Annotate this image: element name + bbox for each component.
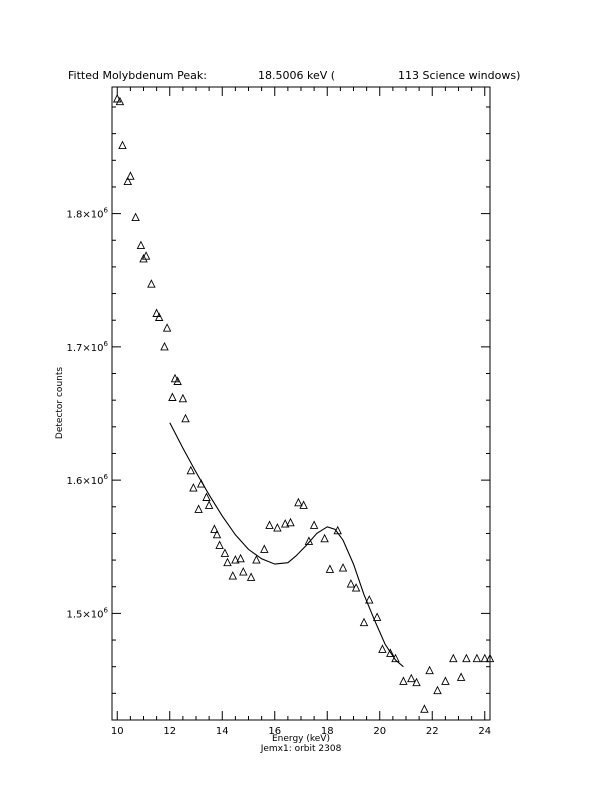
data-point bbox=[221, 549, 228, 556]
chart-title-windows: 113 Science windows) bbox=[398, 69, 521, 82]
data-point bbox=[442, 677, 449, 684]
data-point bbox=[305, 537, 312, 544]
x-tick-label: 10 bbox=[110, 726, 124, 737]
chart-subtitle: Jemx1: orbit 2308 bbox=[260, 744, 342, 754]
x-tick-label: 24 bbox=[478, 726, 492, 737]
data-point bbox=[340, 564, 347, 571]
data-point bbox=[287, 519, 294, 526]
data-point bbox=[421, 705, 428, 712]
data-point bbox=[408, 675, 415, 682]
data-point bbox=[361, 619, 368, 626]
data-point bbox=[224, 559, 231, 566]
x-tick-label: 18 bbox=[320, 726, 334, 737]
x-tick-label: 20 bbox=[373, 726, 387, 737]
data-point bbox=[229, 572, 236, 579]
data-point bbox=[426, 667, 433, 674]
fit-layer bbox=[170, 423, 404, 667]
data-point bbox=[458, 673, 465, 680]
data-point bbox=[379, 645, 386, 652]
data-point bbox=[206, 501, 213, 508]
data-point bbox=[311, 521, 318, 528]
data-point bbox=[473, 655, 480, 662]
data-point bbox=[169, 394, 176, 401]
data-point bbox=[261, 545, 268, 552]
data-point bbox=[195, 505, 202, 512]
data-point bbox=[214, 531, 221, 538]
data-point bbox=[164, 324, 171, 331]
y-axis-label: Detector counts bbox=[55, 366, 65, 440]
data-point bbox=[124, 178, 131, 185]
x-tick-label: 12 bbox=[163, 726, 177, 737]
data-point bbox=[119, 142, 126, 149]
data-point bbox=[274, 524, 281, 531]
data-point bbox=[295, 499, 302, 506]
data-point bbox=[400, 677, 407, 684]
data-point bbox=[266, 521, 273, 528]
data-point bbox=[248, 573, 255, 580]
data-point bbox=[326, 565, 333, 572]
x-tick-label: 16 bbox=[268, 726, 282, 737]
data-point bbox=[450, 655, 457, 662]
y-tick-label: $1.6\times 10^6$ bbox=[66, 473, 108, 488]
x-tick-label: 14 bbox=[215, 726, 229, 737]
x-tick-label: 22 bbox=[425, 726, 439, 737]
data-point bbox=[434, 687, 441, 694]
data-point bbox=[132, 214, 139, 221]
points-layer bbox=[114, 95, 494, 712]
data-point bbox=[240, 568, 247, 575]
data-point bbox=[182, 415, 189, 422]
y-tick-label: $1.7\times 10^6$ bbox=[66, 339, 108, 354]
data-point bbox=[161, 343, 168, 350]
data-point bbox=[463, 655, 470, 662]
data-point bbox=[216, 541, 223, 548]
x-axis-label: Energy (keV) bbox=[272, 734, 330, 744]
data-point bbox=[148, 280, 155, 287]
chart-title-left: Fitted Molybdenum Peak: bbox=[68, 69, 207, 82]
plot-frame bbox=[112, 87, 490, 720]
y-tick-label: $1.5\times 10^6$ bbox=[66, 606, 108, 621]
data-point bbox=[137, 242, 144, 249]
fit-curve bbox=[170, 423, 404, 667]
data-point bbox=[347, 580, 354, 587]
data-point bbox=[321, 535, 328, 542]
data-point bbox=[190, 484, 197, 491]
chart-title-energy: 18.5006 keV ( bbox=[258, 69, 336, 82]
data-point bbox=[179, 395, 186, 402]
y-tick-label: $1.8\times 10^6$ bbox=[66, 206, 108, 221]
